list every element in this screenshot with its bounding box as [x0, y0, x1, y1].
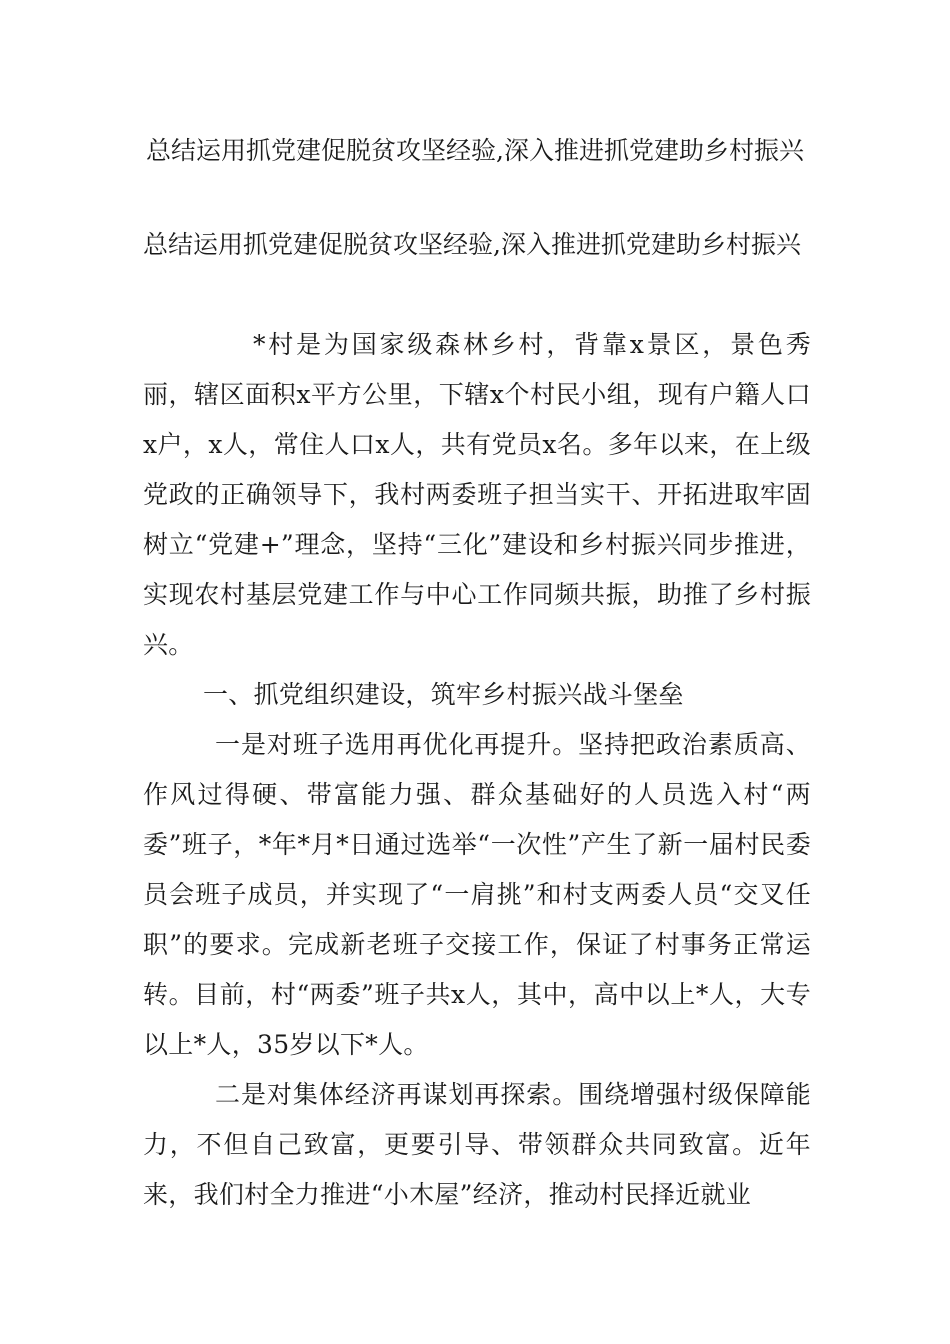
paragraph-intro: *村是为国家级森林乡村，背靠x景区，景色秀丽，辖区面积x平方公里，下辖x个村民小组，现有户籍人口x户，x人，常住人口x人，共有党员x名。多年以来，在上级党政的正确领导下，我村两委班子担当实干、开拓进取牢固树立“党建+”理念，坚持“三化”建设和乡村振兴同步推进，实现农村基层党建工作与中心工作同频共振，助推了乡村振兴。 [143, 330, 811, 659]
document-body [143, 320, 811, 1220]
document-subtitle: 总结运用抓党建促脱贫攻坚经验,深入推进抓党建助乡村振兴 [143, 230, 801, 259]
section-heading: 一、抓党组织建设，筑牢乡村振兴战斗堡垒 [203, 680, 684, 709]
paragraph-economy: 二是对集体经济再谋划再探索。围绕增强村级保障能力，不但自己致富，更要引导、带领群众共同致富。近年来，我们村全力推进“小木屋”经济，推动村民择近就业 [143, 1080, 811, 1209]
paragraph-team: 一是对班子选用再优化再提升。坚持把政治素质高、作风过得硬、带富能力强、群众基础好的人员选入村“两委”班子，*年*月*日通过选举“一次性”产生了新一届村民委员会班子成员，并实现了“一肩挑”和村支两委人员“交叉任职”的要求。完成新老班子交接工作，保证了村事务正常运转。目前，村“两委”班子共x人，其中，高中以上*人，大专以上*人，35岁以下*人。 [143, 730, 811, 1059]
document-title: 总结运用抓党建促脱贫攻坚经验,深入推进抓党建助乡村振兴 [146, 136, 804, 165]
